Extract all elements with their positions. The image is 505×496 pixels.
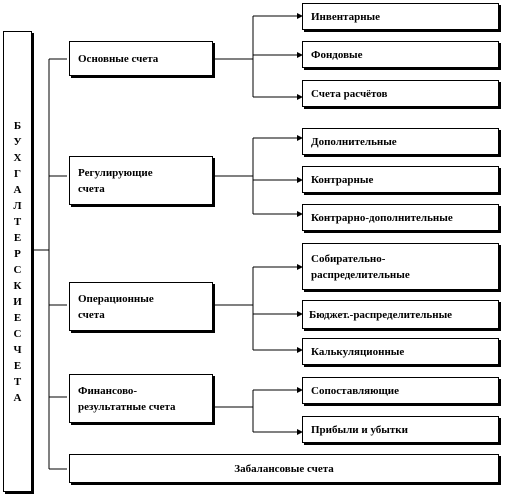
vertical-title-text: БУХГАЛТЕРСКИЕ СЧЕТА: [13, 119, 22, 404]
item-label: Счета расчётов: [311, 87, 388, 100]
category-label: Регулирующие счета: [78, 166, 153, 195]
item-box: [302, 80, 499, 107]
item-box: [302, 128, 499, 155]
item-label: Контрарные: [311, 173, 374, 186]
item-label: Бюджет.-распределительные: [309, 308, 453, 321]
item-label: Фондовые: [311, 48, 363, 61]
item-box: [302, 166, 499, 193]
vertical-title-box: [3, 31, 32, 492]
category-box-regulating: [69, 156, 213, 205]
category-label: Основные счета: [78, 52, 159, 65]
item-box: [302, 338, 499, 365]
item-label: Инвентарные: [311, 10, 381, 23]
category-label: Операционные счета: [78, 292, 154, 321]
item-label: Контрарно-дополнительные: [311, 211, 453, 224]
item-box: [302, 416, 499, 443]
item-box: [302, 41, 499, 68]
item-label: Сопоставляющие: [311, 384, 400, 397]
category-box-financial-result: [69, 374, 213, 423]
item-box: [302, 204, 499, 231]
category-box-off-balance: [69, 454, 499, 483]
item-label: Дополнительные: [311, 135, 397, 148]
item-box: [302, 243, 499, 290]
item-box: [302, 300, 499, 329]
category-box-operational: [69, 282, 213, 331]
category-label: Финансово-результатные счета: [78, 384, 176, 413]
category-label: Забалансовые счета: [234, 462, 334, 475]
category-box-basic: [69, 41, 213, 76]
item-label: Прибыли и убытки: [311, 423, 408, 436]
item-box: [302, 377, 499, 404]
item-label: Собирательно-распределительные: [311, 252, 410, 281]
item-box: [302, 3, 499, 30]
item-label: Калькуляционные: [311, 345, 405, 358]
